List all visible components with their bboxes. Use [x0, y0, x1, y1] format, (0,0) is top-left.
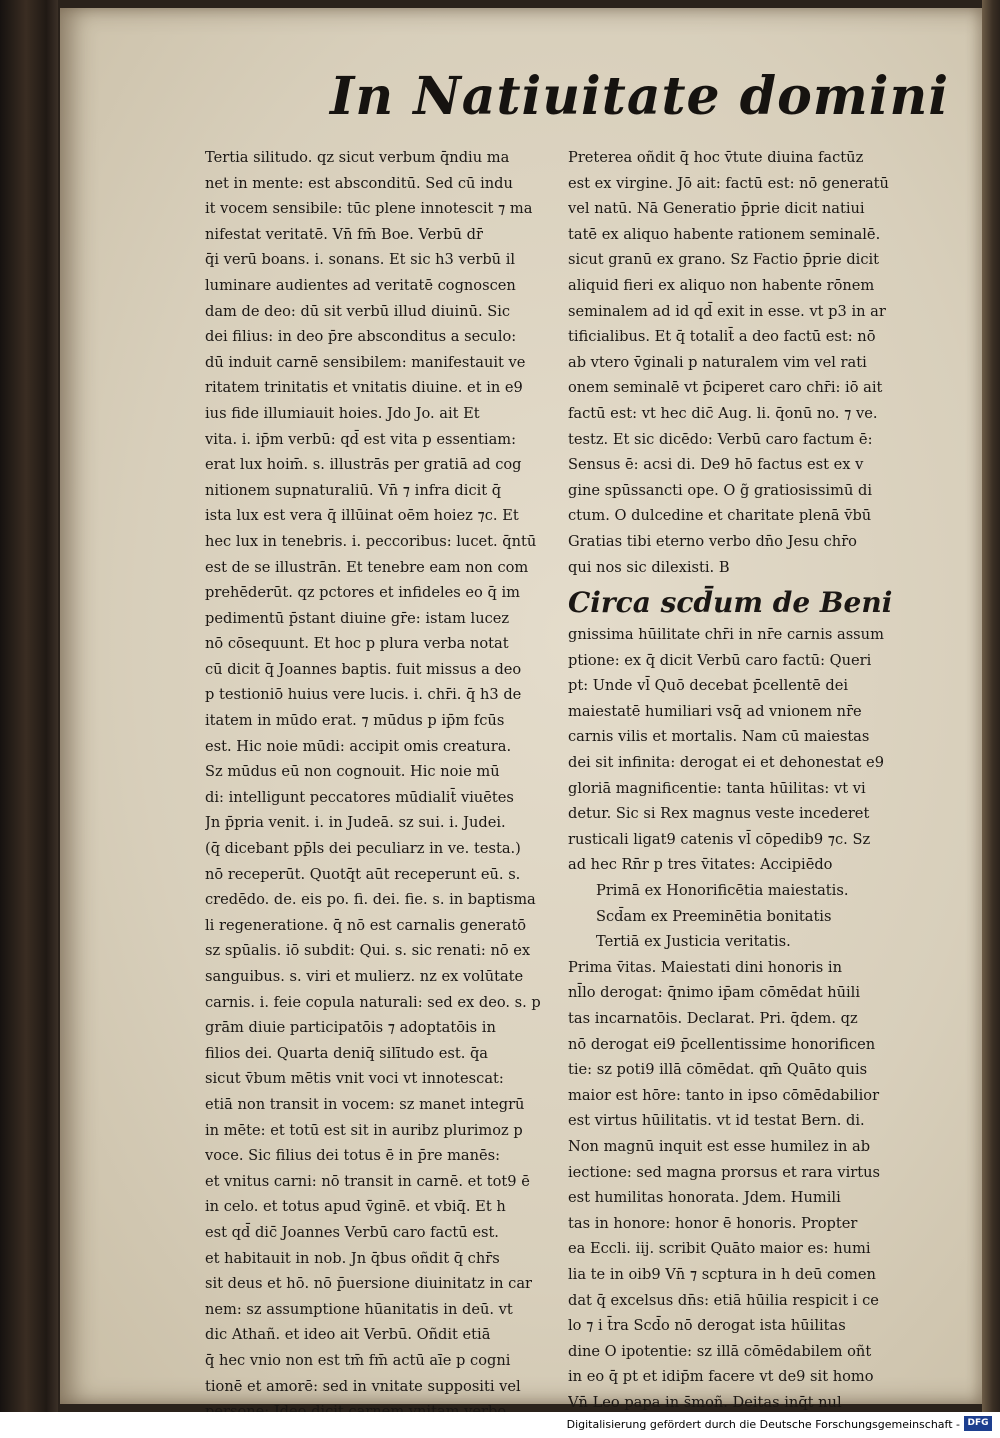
- text-line: prehēderūt. qz pctores et infideles eo q̄ im: [205, 584, 520, 602]
- text-line: aliquid fieri ex aliquo non habente rōnem: [568, 276, 875, 294]
- text-line: factū est: vt hec dic̄ Aug. li. q̄onū no. ⁊ ve.: [568, 404, 878, 422]
- text-line: pt: Unde vl̄ Quō decebat p̄cellentē dei: [568, 677, 849, 695]
- text-line: di: intelligunt peccatores mūdialit̄ viuētes: [205, 788, 514, 806]
- text-line: nl̄lo derogat: q̄nimo ip̄am cōmēdat hūili: [568, 984, 861, 1002]
- text-line: vita. i. ip̄m verbū: qd̄ est vita p essentiam:: [205, 430, 517, 448]
- text-line: est humilitas honorata. Jdem. Humili: [568, 1189, 841, 1207]
- section-subheading: Circa scd̄um de Beni: [568, 586, 893, 620]
- text-line: Sensus ē: acsi di. De9 hō factus est ex v: [568, 456, 864, 474]
- text-line: gnissima hūilitate chr̄i in nr̄e carnis assum: [568, 626, 884, 644]
- text-line: ptione: ex q̄ dicit Verbū caro factū: Queri: [568, 651, 872, 669]
- text-line: ad hec Rn̄r p tres v̄itates: Accipiēdo: [568, 856, 833, 874]
- text-line: rusticali ligat9 catenis vl̄ cōpedib9 ⁊c. Sz: [568, 830, 871, 848]
- text-line: tionē et amorē: sed in vnitate suppositi vel: [205, 1377, 521, 1395]
- text-line: detur. Sic si Rex magnus veste incederet: [568, 805, 870, 823]
- text-line: lia te in oib9 Vn̄ ⁊ scptura in h deū comen: [568, 1265, 876, 1283]
- text-line: carnis vilis et mortalis. Nam cū maiestas: [568, 728, 870, 746]
- text-line: et vnitus carni: nō transit in carnē. et tot9 ē: [205, 1172, 530, 1190]
- text-line: dine O ipotentie: sz illā cōmēdabilem oñt: [568, 1342, 872, 1360]
- text-line: iectione: sed magna prorsus et rara virtus: [568, 1163, 880, 1181]
- text-line: itatem in mūdo erat. ⁊ mūdus p ip̄m fcūs: [205, 712, 505, 730]
- text-line: Non magnū inquit est esse humilez in ab: [568, 1137, 871, 1155]
- text-line: est qd̄ dic̄ Joannes Verbū caro factū est.: [205, 1223, 499, 1241]
- text-line: dei sit infinita: derogat ei et dehonestat e9: [568, 754, 884, 772]
- text-line: nitionem supnaturaliū. Vn̄ ⁊ infra dicit q̄: [205, 481, 502, 499]
- text-line: carnis. i. feie copula naturali: sed ex deo. s. p: [205, 993, 541, 1011]
- text-line: dam de deo: dū sit verbū illud diuinū. Sic: [205, 302, 511, 320]
- text-line: ctum. O dulcedine et charitate plenā v̄bū: [568, 507, 872, 525]
- text-line: Tertia silitudo. qz sicut verbum q̄ndiu ma: [205, 149, 510, 166]
- text-line: gine spūssancti ope. O g̃ gratiosissimū di: [568, 481, 872, 499]
- text-line: tas incarnatōis. Declarat. Pri. q̄dem. qz: [568, 1010, 858, 1027]
- text-line: nō derogat ei9 p̄cellentissime honorificen: [568, 1035, 876, 1053]
- right-column-section-text: [568, 622, 938, 878]
- text-line: sanguibus. s. viri et mulierz. nz ex volūtate: [205, 968, 524, 985]
- text-line: sz spūalis. iō subdit: Qui. s. sic renati: nō ex: [205, 942, 531, 960]
- text-line: sicut granū ex grano. Sz Factio p̄prie dicit: [568, 251, 880, 269]
- text-line: in eo q̄ pt et idip̄m facere vt de9 sit homo: [568, 1368, 874, 1386]
- text-line: nō receperūt. Quotq̄t aūt receperunt eū. s.: [205, 865, 521, 883]
- text-line: ab vtero v̄ginali p naturalem vim vel rati: [568, 353, 867, 371]
- list-item: Primā ex Honorificētia maiestatis.: [596, 882, 849, 900]
- funding-credit: Digitalisierung gefördert durch die Deutsche Forschungsgemeinschaft -: [566, 1418, 960, 1431]
- text-line: erat lux hoim̄. s. illustrās per gratiā ad cog: [205, 456, 522, 474]
- text-line: ea Eccli. iij. scribit Quāto maior es: humi: [568, 1240, 871, 1258]
- text-line: vel natū. Nā Generatio p̄prie dicit natiui: [568, 200, 865, 218]
- page-edge: [982, 0, 1000, 1412]
- text-line: nem: sz assumptione hūanitatis in deū. vt: [205, 1300, 513, 1318]
- text-line: dat q̄ excelsus dn̄s: etiā hūilia respicit i ce: [568, 1291, 879, 1309]
- text-line: it vocem sensibile: tūc plene innotescit ⁊ ma: [205, 200, 533, 218]
- text-line: q̄i verū boans. i. sonans. Et sic h3 verbū il: [205, 251, 516, 269]
- text-line: hec lux in tenebris. i. peccoribus: lucet. q̄ntū: [205, 532, 537, 550]
- text-line: Preterea oñdit q̄ hoc v̄tute diuina factūz: [568, 149, 864, 166]
- text-line: tatē ex aliquo habente rationem seminalē.: [568, 225, 881, 243]
- digitization-footer: [0, 1412, 1000, 1438]
- text-line: Jn p̄pria venit. i. in Judeā. sz sui. i. Judei.: [205, 814, 506, 832]
- text-line: Vn̄ Leo papa in s̄moñ. Deitas inq̄t nul: [568, 1393, 842, 1411]
- text-line: q̄ hec vnio non est tm̄ fm̄ actū aīe p cogni: [205, 1351, 511, 1369]
- text-line: cū dicit q̄ Joannes baptis. fuit missus a deo: [205, 660, 522, 678]
- text-line: nō cōsequunt. Et hoc p plura verba notat: [205, 635, 509, 653]
- text-line: etiā non transit in vocem: sz manet integrū: [205, 1095, 525, 1113]
- text-line: grām diuie participatōis ⁊ adoptatōis in: [205, 1019, 496, 1037]
- text-line: ius fide illumiauit hoies. Jdo Jo. ait Et: [205, 404, 480, 422]
- text-line: Sz mūdus eū non cognouit. Hic noie mū: [205, 763, 500, 781]
- text-line: in celo. et totus apud v̄ginē. et vbiq̄. Et h: [205, 1198, 506, 1216]
- text-line: lo ⁊ i t̄ra Scd̄o nō derogat ista hūilitas: [568, 1317, 846, 1335]
- text-line: tie: sz poti9 illā cōmēdat. qm̄ Quāto quis: [568, 1061, 868, 1079]
- text-line: gloriā magnificentie: tanta hūilitas: vt vi: [568, 779, 866, 797]
- text-line: net in mente: est absconditū. Sed cū indu: [205, 174, 513, 192]
- list-item: Tertiā ex Justicia veritatis.: [596, 933, 791, 951]
- text-line: ritatem trinitatis et vnitatis diuine. et in e9: [205, 379, 523, 397]
- text-line: est ex virgine. Jō ait: factū est: nō generatū: [568, 174, 889, 192]
- text-line: (q̄ dicebant pp̄ls dei peculiarz in ve. testa.): [205, 840, 521, 858]
- text-line: filios dei. Quarta deniq̄ silītudo est. q̄a: [205, 1044, 489, 1062]
- three-truths-list: [568, 878, 938, 955]
- text-line: sicut v̄bum mētis vnit voci vt innotescat:: [205, 1070, 504, 1088]
- text-line: onem seminalē vt p̄ciperet caro chr̄i: iō ait: [568, 379, 883, 397]
- text-line: nifestat veritatē. Vn̄ fm̄ Boe. Verbū dr̄: [205, 225, 483, 243]
- text-line: ista lux est vera q̄ illūinat oēm hoiez ⁊c. Et: [205, 507, 519, 525]
- text-line: est de se illustrān. Et tenebre eam non com: [205, 558, 529, 576]
- text-line: est virtus hūilitatis. vt id testat Bern. di.: [568, 1112, 865, 1130]
- text-line: Gratias tibi eterno verbo dn̄o Jesu chr̄o: [568, 532, 857, 550]
- text-line: pedimentū p̄stant diuine gr̄e: istam lucez: [205, 609, 510, 627]
- text-line: dū induit carnē sensibilem: manifestauit ve: [205, 353, 526, 371]
- text-line: li regeneratione. q̄ nō est carnalis generatō: [205, 916, 527, 934]
- running-head-title: In Natiuitate domini: [330, 66, 950, 127]
- text-line: est. Hic noie mūdi: accipit omis creatura.: [205, 737, 512, 755]
- text-line: et habitauit in nob. Jn q̄bus oñdit q̄ chr̄s: [205, 1249, 500, 1267]
- text-line: p testioniō huius vere lucis. i. chr̄i. q̄ h3 de: [205, 686, 522, 704]
- text-line: seminalem ad id qd̄ exit in esse. vt p3 in ar: [568, 302, 886, 320]
- text-line: tas in honore: honor ē honoris. Propter: [568, 1214, 858, 1232]
- right-text-column: [568, 145, 938, 1416]
- list-item: Scd̄am ex Preeminētia bonitatis: [596, 907, 832, 925]
- dfg-logo: DFG: [964, 1416, 992, 1431]
- text-line: sit deus et hō. nō p̄uersione diuinitatz in car: [205, 1275, 533, 1293]
- text-line: credēdo. de. eis po. fi. dei. fie. s. in baptisma: [205, 891, 536, 909]
- left-text-column: [205, 145, 565, 1425]
- book-spine: [0, 0, 58, 1412]
- text-line: maior est hōre: tanto in ipso cōmēdabilior: [568, 1086, 880, 1104]
- text-line: qui nos sic dilexisti. B: [568, 558, 730, 576]
- text-line: maiestatē humiliari vsq̄ ad vnionem nr̄e: [568, 702, 862, 720]
- right-column-top-text: [568, 145, 938, 580]
- text-line: voce. Sic filius dei totus ē in p̄re manēs:: [205, 1147, 501, 1165]
- text-line: dei filius: in deo p̄re absconditus a seculo:: [205, 328, 517, 346]
- text-line: dic Athañ. et ideo ait Verbū. Oñdit etiā: [205, 1326, 491, 1344]
- text-line: testz. Et sic dicēdo: Verbū caro factum ē:: [568, 430, 873, 448]
- text-line: in mēte: et totū est sit in auribz plurimoz p: [205, 1121, 523, 1139]
- right-column-continuation-text: [568, 955, 938, 1416]
- text-line: luminare audientes ad veritatē cognoscen: [205, 276, 516, 294]
- text-line: Prima v̄itas. Maiestati dini honoris in: [568, 958, 842, 976]
- text-line: tificialibus. Et q̄ totalit̄ a deo factū est: nō: [568, 328, 876, 346]
